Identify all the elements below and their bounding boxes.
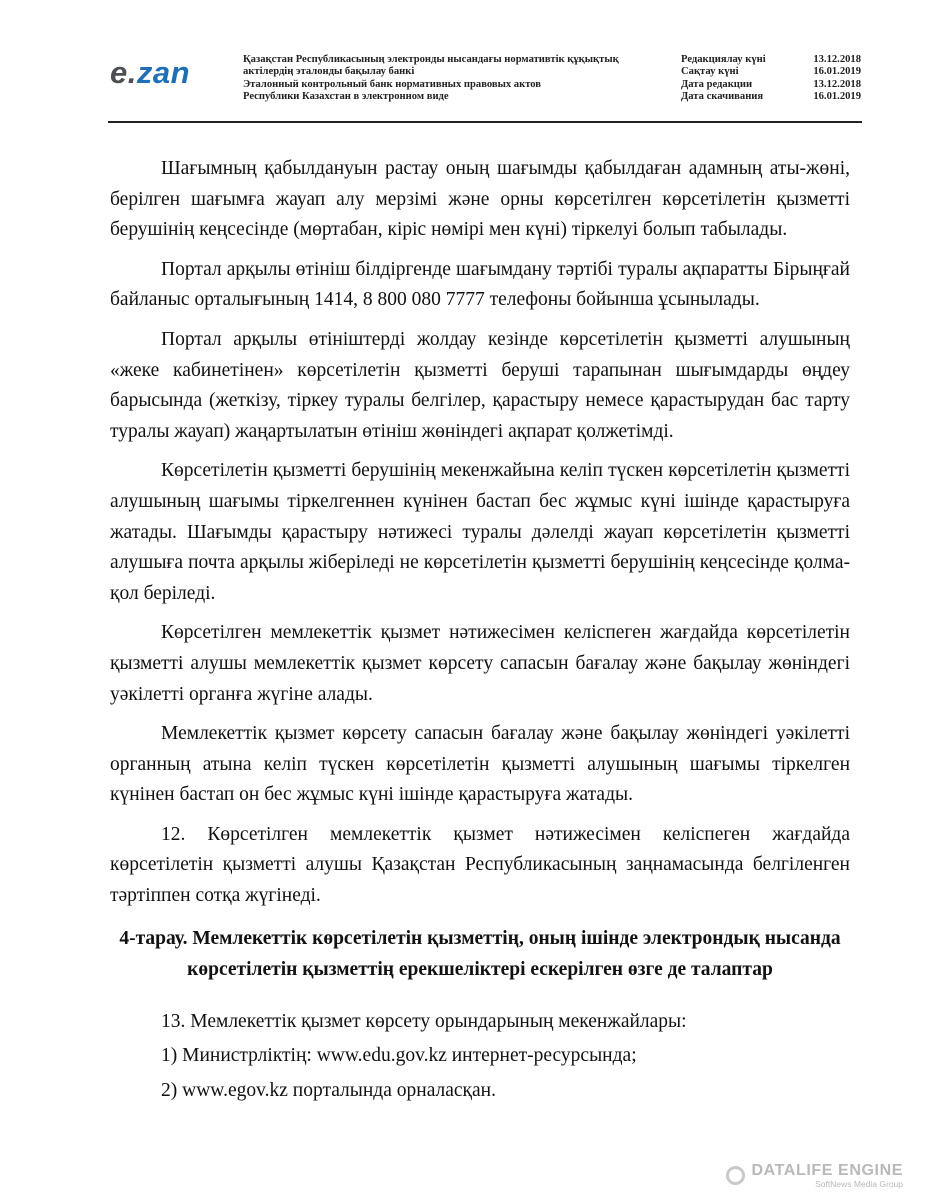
list-item: 2) www.egov.kz порталында орналасқан. [161,1079,496,1101]
header-date-row [681,66,861,78]
date-label: Дата редакции [681,78,753,90]
list-item: 1) Министрліктің: www.edu.gov.kz интернет-ресурсында; [161,1045,637,1067]
date-value: 16.01.2019 [813,91,861,103]
header-org-line: Қазақстан Республикасының электронды нысандағы нормативтік құқықтық [243,54,619,65]
date-value: 16.01.2019 [813,66,861,78]
document-body [110,154,850,1110]
header-divider [108,121,862,123]
document-header [108,50,862,124]
date-value: 13.12.2018 [813,78,861,90]
date-label: Дата скачивания [681,91,764,103]
ezan-logo [110,56,190,90]
watermark-subtitle: SoftNews Media Group [815,1178,903,1189]
header-organization [243,54,663,104]
header-date-row [681,79,861,91]
body-paragraph: Көрсетілген мемлекеттік қызмет нәтижесімен келіспеген жағдайда көрсетілетін қызметті алушы мемлекеттік қызмет көрсету сапасын бағалау және бақылау жөніндегі уәкілетті органға жүгіне алады. [110,622,850,705]
body-paragraph: Портал арқылы өтініштерді жолдау кезінде көрсетілетін қызметті алушының «жеке кабинетінен» көрсетілетін қызметті беруші тарапынан шығымдарды өңдеу барысында (жеткізу, тіркеу туралы белгілер, қарастыру немесе қарастырудан бас тарту туралы жауап) жаңартылатын өтініш жөніндегі ақпарат қолжетімді. [110,328,850,442]
watermark-ring-icon [726,1166,745,1185]
watermark [726,1163,903,1189]
date-label: Редакциялау күні [681,54,766,65]
watermark-title: DATALIFE ENGINE [751,1161,903,1179]
list-item: 13. Мемлекеттік қызмет көрсету орындарының мекенжайлары: [161,1010,687,1032]
body-paragraph: Мемлекеттік қызмет көрсету сапасын бағалау және бақылау жөніндегі уәкілетті органның атына келіп түскен көрсетілетін қызметті алушының шағымы тіркелген күнінен бастап он бес жұмыс күні ішінде қарастыруға жатады. [110,723,850,806]
header-dates [681,54,861,104]
watermark-text [751,1163,903,1189]
section-heading: 4-тарау. Мемлекеттік көрсетілетін қызметтің, оның ішінде электрондық нысанда көрсетілетін қызметтің ерекшеліктері ескерілген өзге де талаптар [119,927,841,980]
header-org-line: Республики Казахстан в электронном виде [243,91,449,103]
logo-part-e: e. [110,55,137,90]
body-paragraph: 12. Көрсетілген мемлекеттік қызмет нәтижесімен келіспеген жағдайда көрсетілетін қызметті алушы Қазақстан Республикасының заңнамасында белгіленген тәртіппен сотқа жүгінеді. [110,823,850,907]
body-paragraph: Портал арқылы өтініш білдіргенде шағымдану тәртібі туралы ақпаратты Бірыңғай байланыс орталығының 1414, 8 800 080 7777 телефоны бойынша ұсынылады. [110,258,850,311]
logo-part-zan: zan [136,55,191,90]
body-paragraph: Шағымның қабылдануын растау оның шағымды қабылдаған адамның аты-жөні, берілген шағымға жауап алу мерзімі және орны көрсетілген көрсетілетін қызметті берушінің кеңсесінде (мөртабан, кіріс нөмірі мен күні) тіркелуі болып табылады. [110,158,850,241]
header-org-line: актілердің эталонды бақылау банкі [243,66,415,78]
header-date-row [681,54,861,66]
body-paragraph: Көрсетілетін қызметті берушінің мекенжайына келіп түскен көрсетілетін қызметті алушының шағымы тіркелгеннен күнінен бастап бес жұмыс күні ішінде қарастыруға жатады. Шағымды қарастыру нәтижесі туралы дәлелді жауап көрсетілетін қызметті алушыға почта арқылы жіберіледі не көрсетілетін қызметті берушінің кеңсесінде қолма-қол беріледі. [110,460,850,604]
date-label: Сақтау күні [681,66,739,78]
header-date-row [681,91,861,103]
date-value: 13.12.2018 [813,54,861,65]
header-org-line: Эталонный контрольный банк нормативных правовых актов [243,78,542,90]
